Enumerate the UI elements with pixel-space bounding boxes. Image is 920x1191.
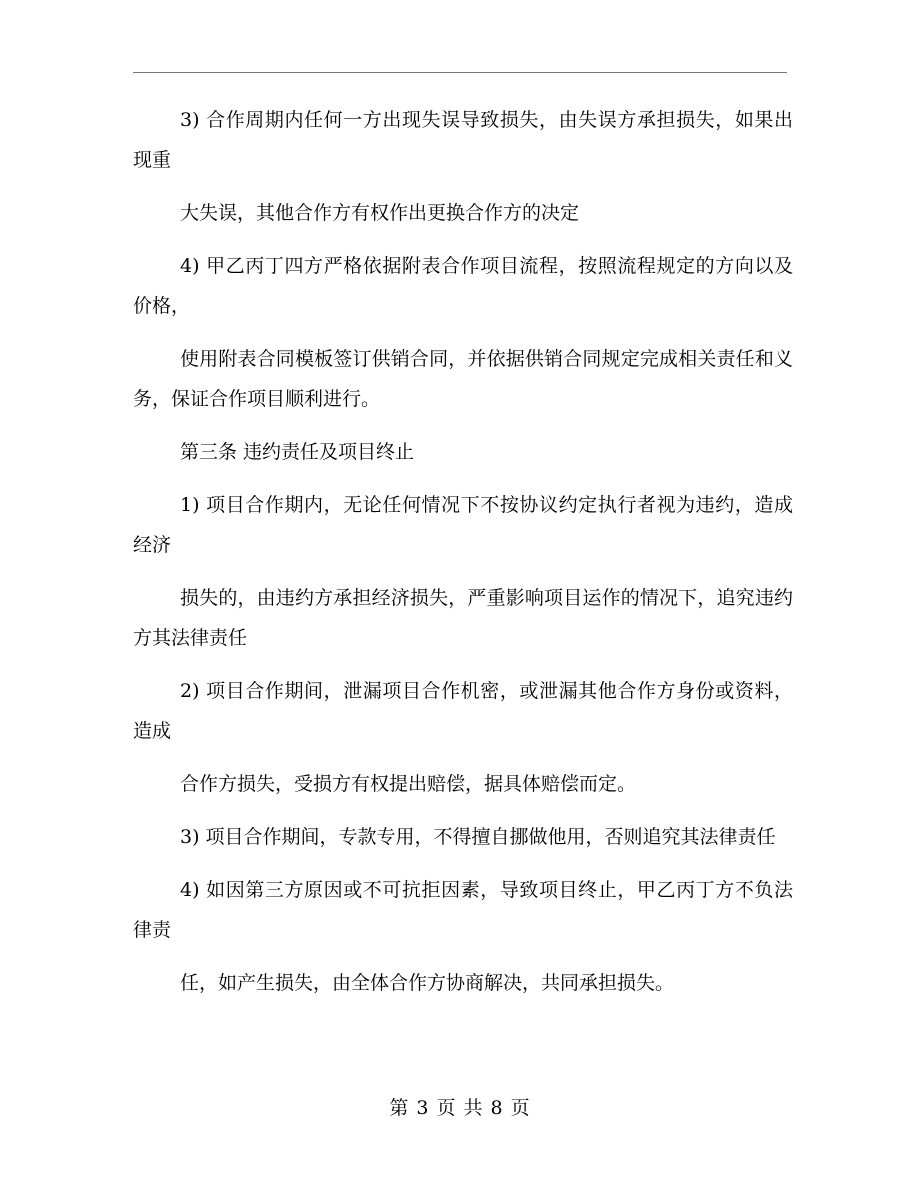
- paragraph-clause-3-2-cont: 合作方损失，受损方有权提出赔偿，据具体赔偿而定。: [180, 773, 637, 795]
- paragraph-clause-3-2: 2) 项目合作期间，泄漏项目合作机密，或泄漏其他合作方身份或资料，造成: [133, 680, 793, 742]
- paragraph-clause-3-4-cont: 任，如产生损失，由全体合作方协商解决，共同承担损失。: [180, 972, 675, 994]
- section-heading-article-3: 第三条 违约责任及项目终止: [180, 441, 415, 463]
- document-body: [133, 100, 793, 1016]
- page-number: 第 3 页 共 8 页: [389, 1097, 531, 1119]
- paragraph-clause-3-1: 1) 项目合作期内，无论任何情况下不按协议约定执行者视为违约，造成经济: [133, 494, 793, 556]
- paragraph-clause-2-3-cont: 大失误，其他合作方有权作出更换合作方的决定: [180, 202, 580, 224]
- paragraph-clause-2-3: 3) 合作周期内任何一方出现失误导致损失，由失误方承担损失，如果出现重: [133, 109, 793, 171]
- paragraph-clause-2-4: 4) 甲乙丙丁四方严格依据附表合作项目流程，按照流程规定的方向以及价格，: [133, 255, 793, 317]
- header-rule: [133, 72, 787, 73]
- paragraph-clause-3-1-cont: 损失的，由违约方承担经济损失，严重影响项目运作的情况下，追究违约方其法律责任: [133, 587, 793, 649]
- paragraph-clause-2-4-cont: 使用附表合同模板签订供销合同，并依据供销合同规定完成相关责任和义务，保证合作项目顺利进行。: [133, 348, 793, 410]
- paragraph-clause-3-3: 3) 项目合作期间，专款专用，不得擅自挪做他用，否则追究其法律责任: [180, 826, 776, 848]
- paragraph-clause-3-4: 4) 如因第三方原因或不可抗拒因素，导致项目终止，甲乙丙丁方不负法律责: [133, 879, 793, 941]
